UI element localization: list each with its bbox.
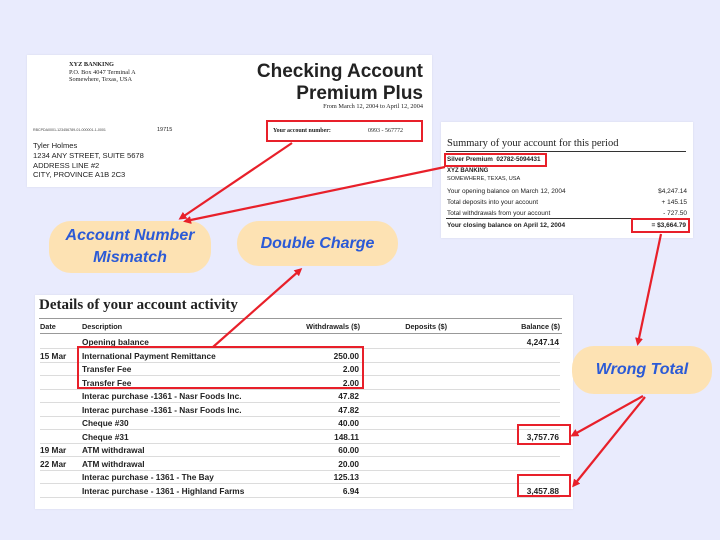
customer-name: Tyler Holmes — [33, 141, 78, 150]
cell-balance: 4,247.14 — [526, 337, 559, 347]
cell-description: Opening balance — [82, 337, 149, 347]
cell-balance: 3,457.88 — [526, 485, 559, 496]
summary-row-label: Total deposits into your account — [447, 199, 539, 206]
account-number-value: 0993 - 567772 — [368, 128, 403, 134]
cell-date: 19 Mar — [40, 445, 67, 455]
summary-row-value: - 727.50 — [663, 210, 687, 217]
callout-text: Wrong Total — [595, 361, 689, 378]
cell-description: Cheque #31 — [82, 431, 129, 442]
cell-withdrawals: 47.82 — [338, 404, 359, 415]
cell-description: Cheque #30 — [82, 418, 129, 428]
cell-balance: 3,757.76 — [526, 431, 559, 442]
callout-text: Double Charge — [260, 234, 375, 252]
cell-description: Transfer Fee — [82, 377, 132, 388]
summary-account-number: 02782-5094431 — [496, 156, 541, 163]
cell-description: Transfer Fee — [82, 364, 132, 374]
bank-address-line: Somewhere, Texas, USA — [69, 76, 133, 83]
customer-address-line: 1234 ANY STREET, SUITE 5678 — [33, 150, 144, 160]
cell-withdrawals: 148.11 — [334, 431, 359, 442]
cell-withdrawals: 2.00 — [342, 377, 359, 388]
customer-address-line: ADDRESS LINE #2 — [33, 160, 100, 170]
cell-withdrawals: 60.00 — [338, 445, 359, 455]
cell-description: Interac purchase -1361 - Nasr Foods Inc. — [82, 391, 242, 401]
arrow-payment-to-double-charge — [213, 270, 300, 347]
closing-balance-value: = $3,664.79 — [651, 222, 686, 229]
page-reference: 19715 — [157, 127, 173, 133]
customer-address-line: CITY, PROVINCE A1B 2C3 — [33, 170, 126, 180]
statement-period: From March 12, 2004 to April 12, 2004 — [323, 103, 423, 110]
summary-bank-name: XYZ BANKING — [447, 168, 489, 174]
column-header-deposits: Deposits ($) — [405, 322, 447, 331]
statement-title-line: Premium Plus — [296, 83, 423, 104]
cell-date: 15 Mar — [40, 350, 67, 361]
account-number-label: Your account number: — [273, 128, 331, 134]
cell-description: Interac purchase - 1361 - The Bay — [82, 472, 214, 482]
arrow-summary-account-to-mismatch — [186, 167, 445, 221]
arrow-closing-to-wrong-total — [638, 234, 661, 343]
closing-balance-label: Your closing balance on April 12, 2004 — [447, 222, 566, 229]
column-header-balance: Balance ($) — [521, 322, 560, 331]
cell-withdrawals: 40.00 — [338, 418, 359, 428]
summary-bank-location: SOMEWHERE, TEXAS, USA — [447, 176, 521, 182]
reference-code: RBCPDA0001-123456789-01-000001-1-0001 — [33, 128, 106, 132]
cell-description: International Payment Remittance — [82, 350, 216, 361]
callout-text: Mismatch — [93, 249, 167, 266]
cell-description: Interac purchase -1361 - Nasr Foods Inc. — [82, 404, 242, 415]
cell-withdrawals: 47.82 — [338, 391, 359, 401]
bank-name: XYZ BANKING — [69, 61, 114, 68]
product-name: Silver Premium — [447, 156, 493, 163]
cell-withdrawals: 2.00 — [342, 364, 359, 374]
statement-title-line: Checking Account — [256, 61, 423, 82]
cell-date: 22 Mar — [40, 458, 67, 469]
cell-withdrawals: 6.94 — [342, 485, 359, 496]
summary-row-value: + 145.15 — [661, 199, 687, 206]
cell-withdrawals: 250.00 — [333, 350, 359, 361]
cell-withdrawals: 20.00 — [338, 458, 359, 469]
summary-row-label: Total withdrawals from your account — [447, 210, 551, 217]
cell-description: ATM withdrawal — [82, 458, 145, 469]
cell-description: Interac purchase - 1361 - Highland Farms — [82, 485, 245, 496]
cell-description: ATM withdrawal — [82, 445, 145, 455]
callout-text: Account Number — [65, 227, 195, 244]
arrow-wrong-total-to-final-balance — [574, 397, 645, 485]
activity-title: Details of your account activity — [39, 297, 238, 313]
column-header-description: Description — [82, 322, 123, 331]
arrow-wrong-total-to-cheque-balance — [573, 396, 643, 435]
cell-withdrawals: 125.13 — [333, 472, 359, 482]
summary-row-label: Your opening balance on March 12, 2004 — [447, 188, 566, 195]
summary-row-value: $4,247.14 — [658, 188, 687, 195]
column-header-date: Date — [40, 322, 56, 331]
arrow-header-account-to-mismatch — [181, 143, 292, 218]
bank-address-line: P.O. Box 4047 Terminal A — [69, 68, 136, 76]
column-header-withdrawals: Withdrawals ($) — [306, 322, 360, 331]
summary-title: Summary of your account for this period — [447, 138, 619, 149]
